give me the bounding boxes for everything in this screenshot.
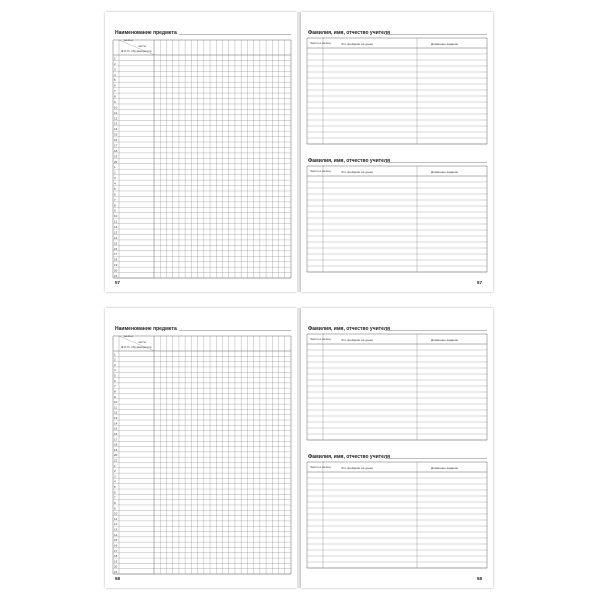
row-number: 5 bbox=[114, 373, 116, 378]
col-homework-header: Домашнее задание bbox=[431, 42, 459, 46]
col-date-header: Число и месяц bbox=[310, 337, 331, 341]
row-number: 3 bbox=[114, 362, 116, 367]
col-homework-header: Домашнее задание bbox=[431, 338, 459, 342]
lesson-block bbox=[307, 158, 487, 272]
lesson-block bbox=[307, 326, 487, 440]
row-number: 20 bbox=[114, 453, 118, 458]
lesson-block bbox=[307, 30, 487, 144]
row-number: 21 bbox=[114, 458, 118, 463]
lesson-block bbox=[307, 454, 487, 568]
row-numbers bbox=[114, 352, 118, 574]
row-number: 10 bbox=[114, 105, 118, 110]
row-number: 2 bbox=[114, 357, 116, 362]
row-number: 21 bbox=[114, 570, 118, 574]
row-number: 15 bbox=[114, 426, 118, 431]
row-number: 14 bbox=[114, 127, 118, 132]
row-number: 9 bbox=[114, 394, 116, 399]
row-number: 2 bbox=[114, 469, 116, 474]
row-number: 14 bbox=[114, 421, 118, 426]
row-number: 17 bbox=[114, 143, 118, 148]
row-number: 20 bbox=[114, 159, 118, 164]
students-label: Ф.И.О. обучающегося bbox=[121, 345, 152, 349]
row-number: 17 bbox=[114, 548, 118, 553]
row-number: 13 bbox=[114, 230, 118, 235]
col-lesson-header: Что пройдено на уроке bbox=[341, 338, 374, 342]
row-number: 12 bbox=[114, 225, 118, 230]
row-number: 10 bbox=[114, 511, 118, 516]
lesson-rows bbox=[307, 334, 487, 440]
teacher-label: Фамилия, имя, отчество учителя bbox=[308, 158, 390, 164]
teacher-label: Фамилия, имя, отчество учителя bbox=[308, 454, 390, 460]
row-number: 17 bbox=[114, 252, 118, 257]
row-number: 16 bbox=[114, 431, 118, 436]
row-number: 15 bbox=[114, 241, 118, 246]
row-number: 21 bbox=[114, 274, 118, 278]
row-number: 15 bbox=[114, 538, 118, 543]
row-number: 14 bbox=[114, 235, 118, 240]
lesson-rows bbox=[307, 38, 487, 144]
row-number: 4 bbox=[114, 479, 116, 484]
row-number: 6 bbox=[114, 83, 116, 88]
row-number: 8 bbox=[114, 500, 116, 505]
lessons-table bbox=[301, 308, 493, 588]
row-number: 13 bbox=[114, 527, 118, 532]
row-number: 16 bbox=[114, 246, 118, 251]
subject-label: Наименование предмета bbox=[115, 326, 177, 332]
row-number: 18 bbox=[114, 257, 118, 262]
grid-lines bbox=[113, 40, 291, 278]
month-label: месяц bbox=[124, 334, 133, 338]
row-number: 7 bbox=[114, 384, 116, 389]
row-number: 13 bbox=[114, 121, 118, 126]
lessons-table bbox=[301, 12, 493, 292]
row-number: 16 bbox=[114, 138, 118, 143]
row-number: 8 bbox=[114, 203, 116, 208]
row-number: 14 bbox=[114, 532, 118, 537]
col-lesson-header: Что пройдено на уроке bbox=[341, 170, 374, 174]
row-number: 9 bbox=[114, 208, 116, 213]
row-number: 17 bbox=[114, 437, 118, 442]
col-lesson-header: Что пройдено на уроке bbox=[341, 466, 374, 470]
col-lesson-header: Что пройдено на уроке bbox=[341, 42, 374, 46]
attendance-page bbox=[105, 308, 297, 588]
row-number: 2 bbox=[114, 170, 116, 175]
row-number: 20 bbox=[114, 268, 118, 273]
row-number: 19 bbox=[114, 154, 118, 159]
row-number: 11 bbox=[114, 219, 118, 224]
row-number: 18 bbox=[114, 148, 118, 153]
row-number: 12 bbox=[114, 522, 118, 527]
row-number: 19 bbox=[114, 447, 118, 452]
row-number: 3 bbox=[114, 474, 116, 479]
col-homework-header: Домашнее задание bbox=[431, 466, 459, 470]
row-number: 19 bbox=[114, 559, 118, 564]
lessons-page bbox=[301, 308, 493, 588]
students-label: Ф.И.О. обучающегося bbox=[121, 49, 152, 53]
row-number: 5 bbox=[114, 485, 116, 490]
row-number: 9 bbox=[114, 506, 116, 511]
row-number: 11 bbox=[114, 405, 118, 410]
day-label: число bbox=[138, 44, 147, 48]
row-number: 7 bbox=[114, 89, 116, 94]
col-date-header: Число и месяц bbox=[310, 169, 331, 173]
teacher-label: Фамилия, имя, отчество учителя bbox=[308, 30, 390, 36]
row-number: 6 bbox=[114, 490, 116, 495]
row-number: 18 bbox=[114, 442, 118, 447]
row-number: 5 bbox=[114, 78, 116, 83]
row-number: 15 bbox=[114, 132, 118, 137]
row-number: 20 bbox=[114, 564, 118, 569]
journal-spread-top bbox=[105, 12, 495, 292]
row-number: 1 bbox=[114, 165, 116, 170]
col-homework-header: Домашнее задание bbox=[431, 170, 459, 174]
attendance-grid bbox=[105, 308, 297, 588]
row-number: 1 bbox=[114, 463, 116, 468]
attendance-grid bbox=[105, 12, 297, 292]
row-number: 11 bbox=[114, 110, 118, 115]
page-number: 58 bbox=[477, 576, 483, 581]
subject-label: Наименование предмета bbox=[115, 30, 177, 36]
grid-lines bbox=[113, 336, 291, 574]
col-date-header: Число и месяц bbox=[310, 465, 331, 469]
lessons-page bbox=[301, 12, 493, 292]
row-number: 10 bbox=[114, 214, 118, 219]
row-number: 6 bbox=[114, 192, 116, 197]
month-label: месяц bbox=[124, 38, 133, 42]
row-numbers bbox=[114, 56, 118, 278]
row-number: 19 bbox=[114, 263, 118, 268]
lesson-rows bbox=[307, 462, 487, 568]
day-label: число bbox=[138, 340, 147, 344]
col-date-header: Число и месяц bbox=[310, 41, 331, 45]
row-number: 1 bbox=[114, 56, 116, 61]
attendance-page bbox=[105, 12, 297, 292]
row-number: 3 bbox=[114, 176, 116, 181]
lesson-rows bbox=[307, 166, 487, 272]
row-number: 12 bbox=[114, 116, 118, 121]
row-number: 13 bbox=[114, 416, 118, 421]
page-number: 57 bbox=[477, 280, 483, 285]
row-number: 12 bbox=[114, 410, 118, 415]
page-number: 57 bbox=[115, 280, 121, 285]
row-number: 4 bbox=[114, 181, 116, 186]
row-number: 5 bbox=[114, 186, 116, 191]
row-number: 7 bbox=[114, 197, 116, 202]
page-number: 58 bbox=[115, 576, 121, 581]
row-number: 7 bbox=[114, 495, 116, 500]
row-number: 9 bbox=[114, 99, 116, 104]
journal-spread-bottom bbox=[105, 308, 495, 588]
row-number: 6 bbox=[114, 378, 116, 383]
row-number: 18 bbox=[114, 554, 118, 559]
teacher-label: Фамилия, имя, отчество учителя bbox=[308, 326, 390, 332]
row-number: 10 bbox=[114, 400, 118, 405]
row-number: 2 bbox=[114, 61, 116, 66]
row-number: 4 bbox=[114, 72, 116, 77]
row-number: 1 bbox=[114, 352, 116, 357]
row-number: 8 bbox=[114, 389, 116, 394]
row-number: 4 bbox=[114, 368, 116, 373]
row-number: 8 bbox=[114, 94, 116, 99]
row-number: 3 bbox=[114, 67, 116, 72]
row-number: 16 bbox=[114, 543, 118, 548]
row-number: 11 bbox=[114, 516, 118, 521]
